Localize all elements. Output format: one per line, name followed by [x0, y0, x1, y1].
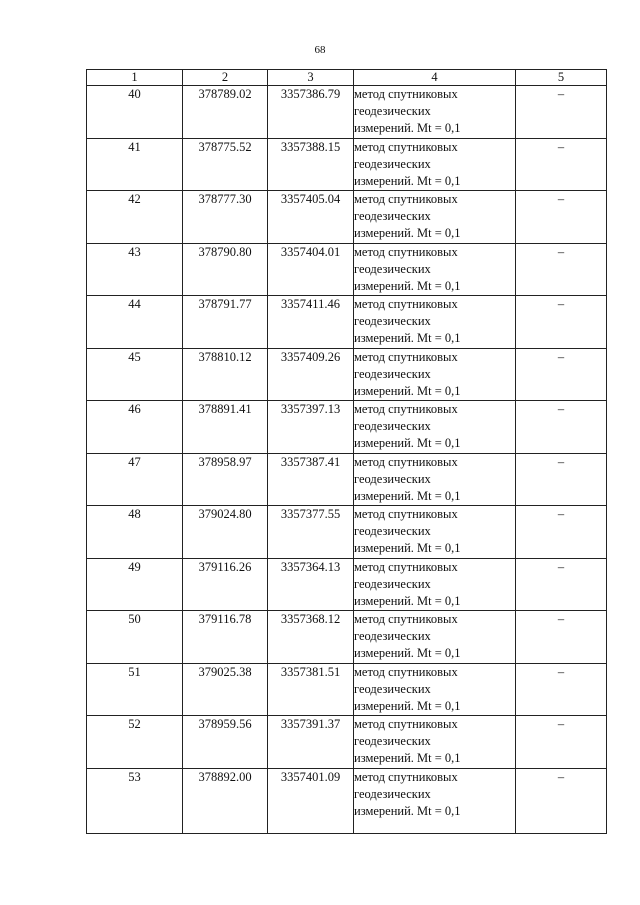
x-coordinate-cell: 378790.80 [183, 243, 268, 296]
x-coordinate-cell: 379116.26 [183, 558, 268, 611]
point-number-cell: 43 [87, 243, 183, 296]
method-text-line: метод спутниковых [354, 297, 458, 311]
note-cell: – [516, 296, 607, 349]
method-cell [354, 506, 516, 559]
point-number-cell: 53 [87, 768, 183, 833]
table-row [87, 663, 607, 716]
method-cell [354, 296, 516, 349]
method-cell [354, 86, 516, 139]
y-coordinate-cell: 3357401.09 [268, 768, 354, 833]
method-text-line: метод спутниковых [354, 244, 458, 259]
point-number-cell: 48 [87, 506, 183, 559]
method-text-line: метод спутниковых [354, 664, 458, 679]
y-coordinate-cell: 3357409.26 [268, 348, 354, 401]
x-coordinate-cell: 378791.77 [183, 296, 268, 349]
method-text-line: измерений. Mt = 0,1 [354, 803, 461, 818]
method-text-line: геодезических [354, 786, 431, 801]
table-row [87, 716, 607, 769]
coordinates-table [86, 69, 607, 834]
method-cell [354, 611, 516, 664]
method-cell [354, 138, 516, 191]
y-coordinate-cell: 3357364.13 [268, 558, 354, 611]
method-cell [354, 768, 516, 833]
x-coordinate-cell: 378775.52 [183, 138, 268, 191]
x-coordinate-cell: 378959.56 [183, 716, 268, 769]
table-row [87, 506, 607, 559]
method-text-line: измерений. Mt = 0,1 [354, 331, 461, 345]
point-number-cell: 42 [87, 191, 183, 244]
point-number-cell: 51 [87, 663, 183, 716]
y-coordinate-cell: 3357386.79 [268, 86, 354, 139]
note-cell: – [516, 768, 607, 833]
table-row [87, 453, 607, 506]
method-cell [354, 348, 516, 401]
method-text-line: геодезических [354, 471, 431, 486]
x-coordinate-cell: 378958.97 [183, 453, 268, 506]
x-coordinate-cell: 378789.02 [183, 86, 268, 139]
x-coordinate-cell: 378777.30 [183, 191, 268, 244]
method-text-line: метод спутниковых [354, 192, 458, 206]
note-cell: – [516, 401, 607, 454]
method-text-line: метод спутниковых [354, 454, 458, 469]
note-cell: – [516, 506, 607, 559]
y-coordinate-cell: 3357388.15 [268, 138, 354, 191]
table-row [87, 243, 607, 296]
point-number-cell: 50 [87, 611, 183, 664]
table-header-row [87, 70, 607, 86]
method-cell [354, 663, 516, 716]
y-coordinate-cell: 3357368.12 [268, 611, 354, 664]
method-text-line: измерений. Mt = 0,1 [354, 173, 461, 188]
method-text-line: метод спутниковых [354, 612, 458, 626]
y-coordinate-cell: 3357391.37 [268, 716, 354, 769]
note-cell: – [516, 716, 607, 769]
table-row [87, 348, 607, 401]
table-body [87, 86, 607, 834]
y-coordinate-cell: 3357405.04 [268, 191, 354, 244]
table-row [87, 768, 607, 833]
note-cell: – [516, 611, 607, 664]
table-row [87, 401, 607, 454]
x-coordinate-cell: 378891.41 [183, 401, 268, 454]
method-text-line: измерений. Mt = 0,1 [354, 121, 461, 135]
method-text-line: геодезических [354, 314, 431, 328]
point-number-cell: 44 [87, 296, 183, 349]
method-cell [354, 401, 516, 454]
note-cell: – [516, 191, 607, 244]
method-cell [354, 243, 516, 296]
table-row [87, 86, 607, 139]
point-number-cell: 40 [87, 86, 183, 139]
point-number-cell: 45 [87, 348, 183, 401]
method-cell [354, 716, 516, 769]
table-row [87, 558, 607, 611]
method-cell [354, 191, 516, 244]
note-cell: – [516, 453, 607, 506]
method-text-line: измерений. Mt = 0,1 [354, 278, 461, 293]
method-text-line: геодезических [354, 576, 431, 591]
column-header-1: 1 [87, 70, 183, 86]
column-header-3: 3 [268, 70, 354, 86]
method-text-line: измерений. Mt = 0,1 [354, 488, 461, 503]
method-text-line: геодезических [354, 104, 431, 118]
y-coordinate-cell: 3357397.13 [268, 401, 354, 454]
y-coordinate-cell: 3357381.51 [268, 663, 354, 716]
table-row [87, 138, 607, 191]
column-header-4: 4 [354, 70, 516, 86]
method-text-line: измерений. Mt = 0,1 [354, 436, 461, 450]
method-text-line: метод спутниковых [354, 349, 458, 364]
method-text-line: геодезических [354, 156, 431, 171]
note-cell: – [516, 348, 607, 401]
note-cell: – [516, 86, 607, 139]
y-coordinate-cell: 3357377.55 [268, 506, 354, 559]
table-row [87, 191, 607, 244]
method-text-line: геодезических [354, 629, 431, 643]
method-text-line: геодезических [354, 209, 431, 223]
method-text-line: измерений. Mt = 0,1 [354, 383, 461, 398]
method-text-line: геодезических [354, 524, 431, 538]
y-coordinate-cell: 3357387.41 [268, 453, 354, 506]
x-coordinate-cell: 379024.80 [183, 506, 268, 559]
note-cell: – [516, 663, 607, 716]
method-text-line: метод спутниковых [354, 559, 458, 574]
method-text-line: метод спутниковых [354, 769, 458, 784]
table-row [87, 296, 607, 349]
method-text-line: измерений. Mt = 0,1 [354, 541, 461, 555]
y-coordinate-cell: 3357404.01 [268, 243, 354, 296]
method-text-line: измерений. Mt = 0,1 [354, 646, 461, 660]
method-text-line: геодезических [354, 366, 431, 381]
x-coordinate-cell: 379116.78 [183, 611, 268, 664]
method-text-line: измерений. Mt = 0,1 [354, 226, 461, 240]
method-text-line: измерений. Mt = 0,1 [354, 698, 461, 713]
x-coordinate-cell: 379025.38 [183, 663, 268, 716]
method-text-line: геодезических [354, 681, 431, 696]
page-number: 68 [314, 44, 326, 56]
table-row [87, 611, 607, 664]
note-cell: – [516, 558, 607, 611]
method-text-line: измерений. Mt = 0,1 [354, 751, 461, 765]
method-text-line: геодезических [354, 261, 431, 276]
method-text-line: метод спутниковых [354, 87, 458, 101]
column-header-2: 2 [183, 70, 268, 86]
point-number-cell: 47 [87, 453, 183, 506]
x-coordinate-cell: 378810.12 [183, 348, 268, 401]
point-number-cell: 52 [87, 716, 183, 769]
point-number-cell: 41 [87, 138, 183, 191]
method-cell [354, 453, 516, 506]
point-number-cell: 46 [87, 401, 183, 454]
note-cell: – [516, 243, 607, 296]
method-text-line: измерений. Mt = 0,1 [354, 593, 461, 608]
method-cell [354, 558, 516, 611]
method-text-line: метод спутниковых [354, 402, 458, 416]
x-coordinate-cell: 378892.00 [183, 768, 268, 833]
method-text-line: метод спутниковых [354, 139, 458, 154]
point-number-cell: 49 [87, 558, 183, 611]
method-text-line: метод спутниковых [354, 717, 458, 731]
method-text-line: геодезических [354, 419, 431, 433]
note-cell: – [516, 138, 607, 191]
y-coordinate-cell: 3357411.46 [268, 296, 354, 349]
column-header-5: 5 [516, 70, 607, 86]
method-text-line: геодезических [354, 734, 431, 748]
method-text-line: метод спутниковых [354, 507, 458, 521]
